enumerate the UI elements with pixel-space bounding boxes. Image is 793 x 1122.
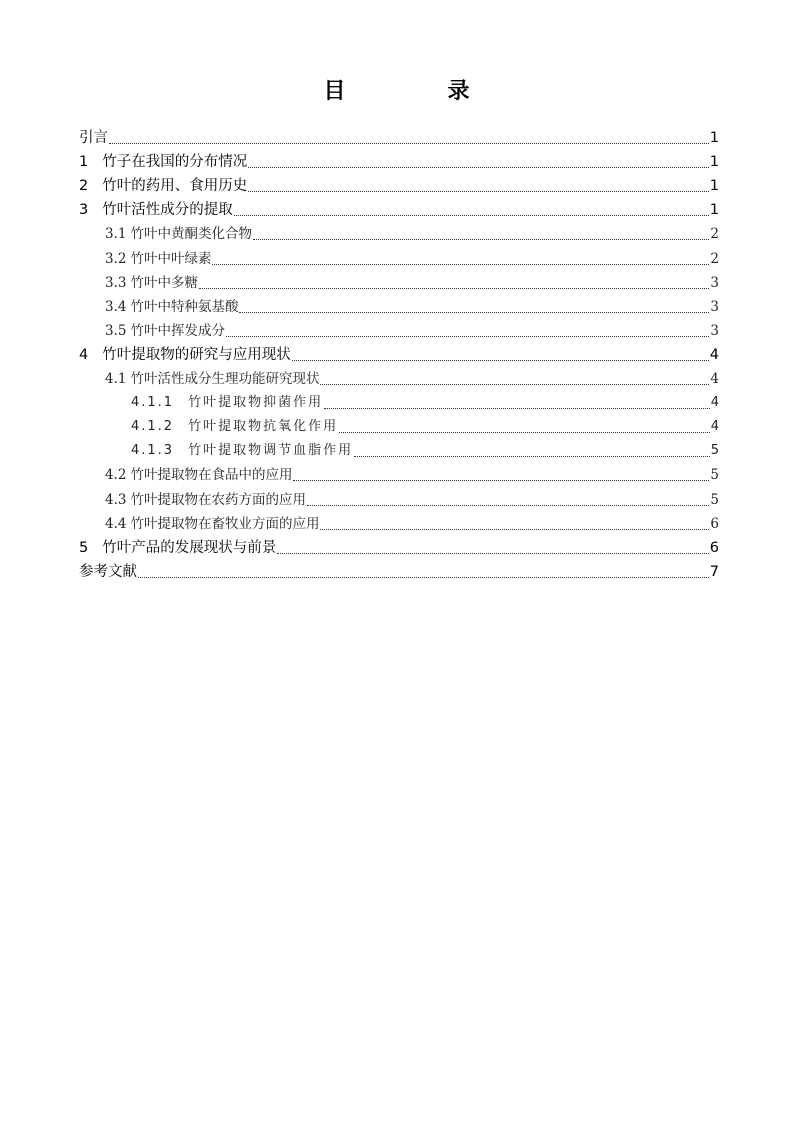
toc-dot-leader xyxy=(293,479,709,481)
toc-entry-title: 竹叶产品的发展现状与前景 xyxy=(102,539,277,556)
toc-page-number: 3 xyxy=(710,274,719,291)
toc-entry-number: 3.2 xyxy=(105,250,127,267)
toc-dot-leader xyxy=(292,359,709,361)
toc-entry-title: 竹叶活性成分的提取 xyxy=(102,202,233,219)
toc-dot-leader xyxy=(248,190,709,192)
toc-entry-number: 2 xyxy=(79,178,89,195)
toc-dot-leader xyxy=(339,431,710,433)
toc-page-number: 6 xyxy=(710,515,719,532)
toc-entry-title: 竹叶提取物的研究与应用现状 xyxy=(102,346,291,363)
toc-dot-leader xyxy=(354,455,710,457)
toc-entry[interactable] xyxy=(79,196,719,220)
toc-dot-leader xyxy=(320,528,709,530)
toc-entry-number: 4.3 xyxy=(105,491,127,508)
toc-entry[interactable] xyxy=(79,293,719,317)
toc-entry[interactable] xyxy=(79,124,719,148)
toc-entry-number: 4.1.3 xyxy=(131,443,175,459)
toc-dot-leader xyxy=(253,238,709,240)
toc-page-number: 1 xyxy=(709,202,719,219)
toc-page-number: 1 xyxy=(709,154,719,171)
toc-entry-title: 竹叶提取物在农药方面的应用 xyxy=(130,491,306,508)
toc-entry[interactable] xyxy=(79,389,719,413)
toc-entry[interactable] xyxy=(79,485,719,509)
toc-entry-title: 竹叶提取物抗氧化作用 xyxy=(188,419,339,435)
toc-page-number: 5 xyxy=(710,443,719,459)
toc-entry-title: 竹叶中挥发成分 xyxy=(130,322,225,339)
toc-entry-title: 竹叶中叶绿素 xyxy=(130,250,212,267)
toc-entry-title: 竹叶中特种氨基酸 xyxy=(130,298,239,315)
toc-dot-leader xyxy=(248,166,709,168)
toc-dot-leader xyxy=(239,311,709,313)
toc-dot-leader xyxy=(324,407,710,409)
toc-entry-number: 3.4 xyxy=(105,298,127,315)
toc-page-number: 4 xyxy=(710,371,719,388)
toc-dot-leader xyxy=(212,263,709,265)
toc-entry[interactable] xyxy=(79,510,719,534)
toc-page-number: 2 xyxy=(710,250,719,267)
toc-page-number: 1 xyxy=(709,130,719,147)
toc-entry-title: 竹叶中多糖 xyxy=(130,274,198,291)
toc-entry[interactable] xyxy=(79,244,719,268)
toc-dot-leader xyxy=(320,383,709,385)
toc-dot-leader xyxy=(138,576,709,578)
toc-page-number: 4 xyxy=(710,419,719,435)
toc-entry-title: 竹叶提取物在畜牧业方面的应用 xyxy=(130,515,320,532)
toc-page-number: 5 xyxy=(710,467,719,484)
toc-entry-title: 引言 xyxy=(79,130,108,147)
page-title: 目 录 xyxy=(323,79,510,104)
toc-page-number: 4 xyxy=(709,346,719,363)
toc-page-number: 4 xyxy=(710,395,719,411)
toc-entry-number: 3 xyxy=(79,202,89,219)
toc-entry-number: 4.1.2 xyxy=(131,419,175,435)
toc-entry[interactable] xyxy=(79,172,719,196)
toc-entry-title: 竹叶的药用、食用历史 xyxy=(102,178,248,195)
toc-entry-number: 4.1 xyxy=(105,371,127,388)
toc-page-number: 5 xyxy=(710,491,719,508)
toc-entry-title: 竹叶中黄酮类化合物 xyxy=(130,226,252,243)
toc-page-number: 7 xyxy=(709,563,719,580)
toc-entry-title: 参考文献 xyxy=(79,563,137,580)
toc-entry-number: 1 xyxy=(79,154,89,171)
toc-entry-number: 4.1.1 xyxy=(131,395,175,411)
toc-entry-number: 4.4 xyxy=(105,515,127,532)
toc-entry[interactable] xyxy=(79,365,719,389)
toc-page-number: 3 xyxy=(710,322,719,339)
toc-entry-title: 竹叶活性成分生理功能研究现状 xyxy=(130,371,320,388)
toc-entry[interactable] xyxy=(79,220,719,244)
toc-entry[interactable] xyxy=(79,341,719,365)
toc-entry-number: 4.2 xyxy=(105,467,127,484)
toc-page-number: 2 xyxy=(710,226,719,243)
toc-entry-title: 竹子在我国的分布情况 xyxy=(102,154,248,171)
toc-dot-leader xyxy=(277,552,709,554)
toc-entry[interactable] xyxy=(79,461,719,485)
toc-dot-leader xyxy=(109,142,709,144)
toc-entry-number: 3.3 xyxy=(105,274,127,291)
toc-entry-title: 竹叶提取物调节血脂作用 xyxy=(188,443,354,459)
toc-entry[interactable] xyxy=(79,437,719,461)
toc-entry-number: 4 xyxy=(79,346,89,363)
toc-dot-leader xyxy=(307,504,709,506)
table-of-contents xyxy=(79,124,719,582)
toc-page-number: 6 xyxy=(709,539,719,556)
toc-page-number: 3 xyxy=(710,298,719,315)
toc-entry-number: 3.5 xyxy=(105,322,127,339)
toc-dot-leader xyxy=(234,214,709,216)
toc-entry[interactable] xyxy=(79,269,719,293)
toc-entry[interactable] xyxy=(79,413,719,437)
toc-entry[interactable] xyxy=(79,558,719,582)
toc-entry-title: 竹叶提取物在食品中的应用 xyxy=(130,467,293,484)
toc-page-number: 1 xyxy=(709,178,719,195)
toc-entry[interactable] xyxy=(79,148,719,172)
toc-entry[interactable] xyxy=(79,317,719,341)
toc-entry-title: 竹叶提取物抑菌作用 xyxy=(188,395,324,411)
toc-entry-number: 5 xyxy=(79,539,89,556)
toc-dot-leader xyxy=(199,287,709,289)
toc-entry-number: 3.1 xyxy=(105,226,127,243)
toc-dot-leader xyxy=(226,335,709,337)
toc-entry[interactable] xyxy=(79,534,719,558)
